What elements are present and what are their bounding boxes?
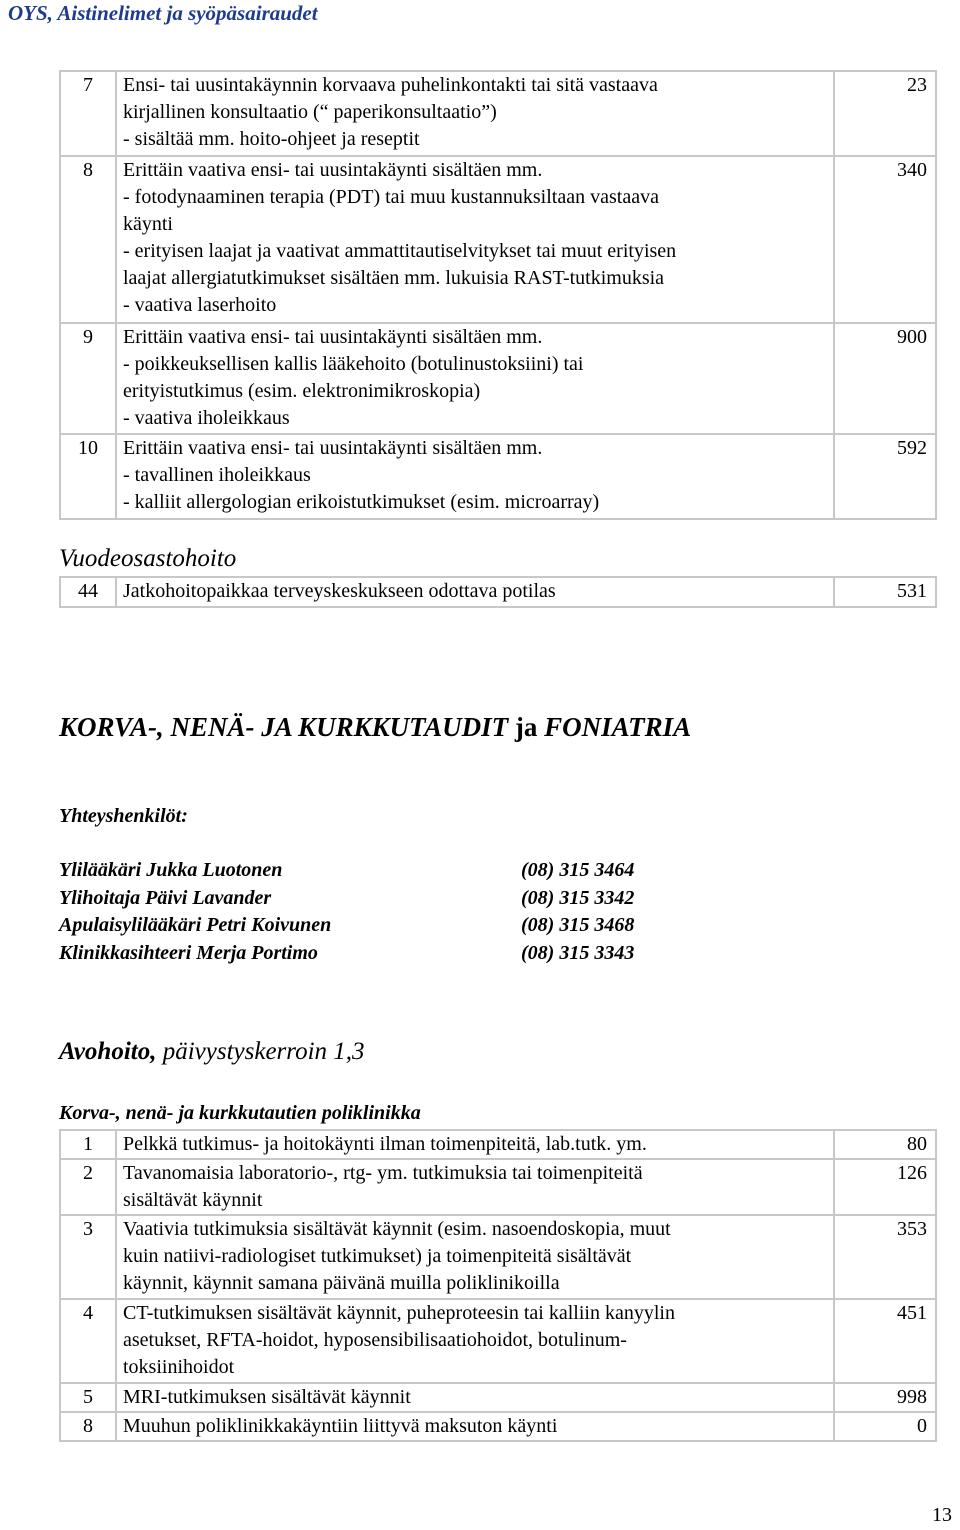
outpatient-title-bold: Avohoito, — [59, 1038, 157, 1065]
table-row — [60, 1412, 936, 1441]
table-row — [60, 1299, 936, 1383]
row-description: Jatkohoitopaikkaa terveyskeskukseen odottava potilas — [116, 577, 834, 607]
contact-row — [59, 885, 699, 913]
contact-phone: (08) 315 3342 — [521, 886, 635, 909]
row-value: 353 — [834, 1215, 936, 1299]
row-description — [116, 323, 834, 434]
contact-row — [59, 912, 699, 940]
table-row — [60, 1159, 936, 1215]
table-row — [60, 434, 936, 519]
description-line: - poikkeuksellisen kallis lääkehoito (botulinustoksiini) tai — [123, 353, 584, 375]
section-title — [59, 711, 691, 743]
clinic-title: Korva-, nenä- ja kurkkutautien poliklinikka — [59, 1102, 421, 1124]
row-description — [116, 1383, 834, 1412]
contact-row — [59, 857, 699, 885]
contact-name: Ylilääkäri Jukka Luotonen — [59, 859, 283, 881]
contact-name: Apulaisylilääkäri Petri Koivunen — [59, 914, 332, 936]
table-row — [60, 577, 936, 607]
section-title-connector: ja — [508, 712, 545, 742]
description-line: Erittäin vaativa ensi- tai uusintakäynti sisältäen mm. — [123, 326, 543, 348]
description-line: Erittäin vaativa ensi- tai uusintakäynti sisältäen mm. — [123, 437, 543, 459]
row-number: 3 — [60, 1215, 116, 1299]
table-row — [60, 156, 936, 323]
description-line: - vaativa iholeikkaus — [123, 407, 290, 429]
section-title-part: KORVA-, NENÄ- JA KURKKUTAUDIT — [59, 712, 509, 742]
contact-phone: (08) 315 3464 — [521, 859, 635, 881]
description-line: erityistutkimus (esim. elektronimikroskopia) — [123, 380, 481, 402]
row-number: 7 — [60, 71, 116, 156]
description-line: Vaativia tutkimuksia sisältävät käynnit (esim. nasoendoskopia, muut — [123, 1218, 671, 1240]
row-number: 2 — [60, 1159, 116, 1215]
table-row — [60, 1383, 936, 1412]
outpatient-title — [59, 1037, 365, 1067]
row-value: 592 — [834, 434, 936, 519]
description-line: - vaativa laserhoito — [123, 294, 277, 316]
row-value: 23 — [834, 71, 936, 156]
contact-row — [59, 940, 699, 968]
description-line: käynnit, käynnit samana päivänä muilla poliklinikoilla — [123, 1272, 560, 1294]
contact-name: Klinikkasihteeri Merja Portimo — [59, 941, 318, 964]
ward-care-table — [59, 576, 937, 608]
description-line: kuin natiivi-radiologiset tutkimukset) ja toimenpiteitä sisältävät — [123, 1245, 632, 1267]
row-number: 8 — [60, 156, 116, 323]
description-line: Tavanomaisia laboratorio-, rtg- ym. tutkimuksia tai toimenpiteitä — [123, 1162, 643, 1184]
description-line: Erittäin vaativa ensi- tai uusintakäynti sisältäen mm. — [123, 159, 543, 181]
description-line: Ensi- tai uusintakäynnin korvaava puhelinkontakti tai sitä vastaava — [123, 74, 658, 96]
row-number: 44 — [60, 577, 116, 607]
fee-table-outpatient — [59, 1129, 937, 1442]
row-number: 5 — [60, 1383, 116, 1412]
row-value: 340 — [834, 156, 936, 323]
row-number: 1 — [60, 1130, 116, 1159]
description-line: - sisältää mm. hoito-ohjeet ja reseptit — [123, 128, 420, 150]
page-number: 13 — [932, 1504, 952, 1526]
contact-list — [59, 857, 699, 967]
row-number: 9 — [60, 323, 116, 434]
fee-table-top — [59, 70, 937, 520]
row-value: 998 — [834, 1383, 936, 1412]
description-line: toksiinihoidot — [123, 1356, 235, 1378]
description-line: CT-tutkimuksen sisältävät käynnit, puheproteesin tai kalliin kanyylin — [123, 1302, 675, 1324]
ward-care-title: Vuodeosastohoito — [59, 545, 237, 572]
description-line: - kalliit allergologian erikoistutkimukset (esim. microarray) — [123, 491, 600, 513]
description-line: - erityisen laajat ja vaativat ammattitautiselvitykset tai muut erityisen — [123, 240, 677, 262]
row-description — [116, 434, 834, 519]
row-value: 80 — [834, 1130, 936, 1159]
section-title-part: FONIATRIA — [544, 712, 692, 742]
row-description — [116, 1215, 834, 1299]
row-description — [116, 71, 834, 156]
contacts-heading: Yhteyshenkilöt: — [59, 805, 188, 827]
description-line: Muuhun poliklinikkakäyntiin liittyvä maksuton käynti — [123, 1415, 558, 1437]
description-line: - tavallinen iholeikkaus — [123, 464, 311, 486]
row-description — [116, 1130, 834, 1159]
row-description — [116, 156, 834, 323]
description-line: asetukset, RFTA-hoidot, hyposensibilisaatiohoidot, botulinum- — [123, 1329, 627, 1351]
page-header-title: OYS, Aistinelimet ja syöpäsairaudet — [8, 1, 318, 25]
row-value: 451 — [834, 1299, 936, 1383]
description-line: - fotodynaaminen terapia (PDT) tai muu kustannuksiltaan vastaava — [123, 186, 659, 208]
description-line: kirjallinen konsultaatio (“ paperikonsultaatio”) — [123, 101, 497, 123]
description-line: MRI-tutkimuksen sisältävät käynnit — [123, 1386, 411, 1408]
row-number: 4 — [60, 1299, 116, 1383]
description-line: Pelkkä tutkimus- ja hoitokäynti ilman toimenpiteitä, lab.tutk. ym. — [123, 1133, 647, 1155]
row-description — [116, 1299, 834, 1383]
table-row — [60, 1215, 936, 1299]
row-number: 8 — [60, 1412, 116, 1441]
row-description — [116, 1412, 834, 1441]
outpatient-title-rest: päivystyskerroin 1,3 — [156, 1038, 365, 1065]
table-row — [60, 323, 936, 434]
description-line: laajat allergiatutkimukset sisältäen mm. lukuisia RAST-tutkimuksia — [123, 267, 665, 289]
row-description — [116, 1159, 834, 1215]
row-value: 126 — [834, 1159, 936, 1215]
description-line: käynti — [123, 213, 173, 235]
contact-phone: (08) 315 3468 — [521, 914, 635, 936]
contact-name: Ylihoitaja Päivi Lavander — [59, 886, 272, 909]
row-value: 531 — [834, 577, 936, 607]
description-line: sisältävät käynnit — [123, 1189, 263, 1211]
row-value: 0 — [834, 1412, 936, 1441]
row-value: 900 — [834, 323, 936, 434]
table-row — [60, 1130, 936, 1159]
table-row — [60, 71, 936, 156]
row-number: 10 — [60, 434, 116, 519]
contact-phone: (08) 315 3343 — [521, 941, 635, 964]
